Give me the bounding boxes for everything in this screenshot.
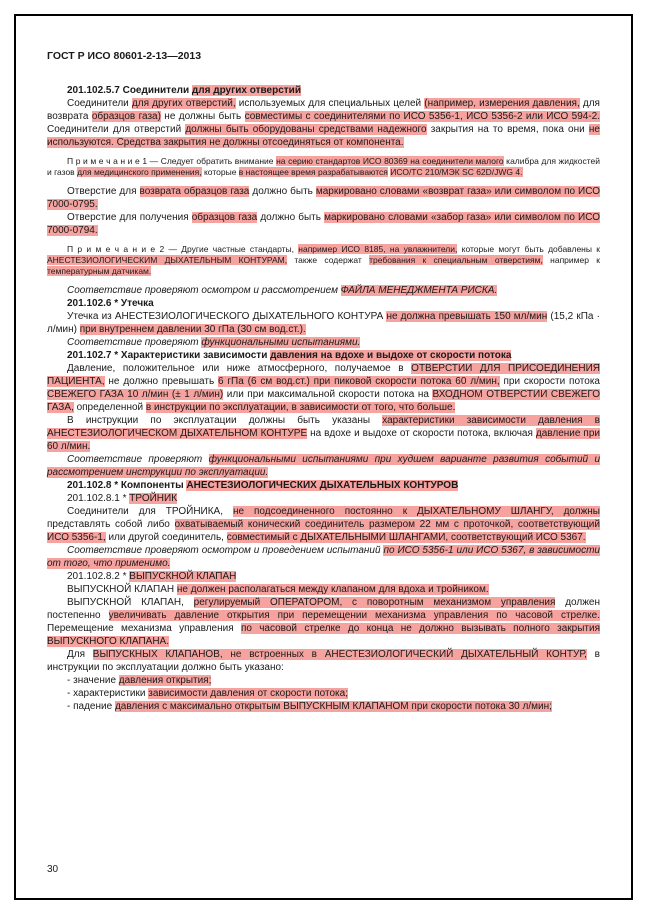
section-heading <box>47 84 600 97</box>
text-segment: 201.102.7 * Характеристики зависимости <box>67 350 271 361</box>
text-segment: которые могут быть добавлены к <box>457 244 601 254</box>
highlighted-text: давление при 60 л/мин. <box>47 428 600 452</box>
highlighted-text: на серию стандартов ИСО 80369 на соединители малого <box>276 156 504 166</box>
text-segment: должно быть <box>257 212 325 223</box>
paragraph <box>47 583 600 596</box>
text-segment: используемых для специальных целей <box>235 98 425 109</box>
text-segment: Отверстие для получения <box>67 212 192 223</box>
text-segment: которые <box>201 167 239 177</box>
text-segment: ВЫПУСКНОЙ КЛАПАН <box>67 584 177 595</box>
highlighted-text: в инструкции по эксплуатации, в зависимости от того, что больше. <box>145 402 456 413</box>
paragraph <box>47 211 600 237</box>
text-segment: (15,2 кПа · л/мин) <box>47 311 600 335</box>
text-segment: в инструкции по эксплуатации должно быть указано: <box>47 649 600 673</box>
highlighted-text: функциональными испытаниями. <box>201 337 361 348</box>
highlighted-text: давления открытия; <box>118 675 212 686</box>
highlighted-text: давления с максимально открытым ВЫПУСКНЫМ КЛАПАНОМ при скорости потока 30 л/мин; <box>114 701 552 712</box>
highlighted-text: СВЕЖЕГО ГАЗА 10 л/мин (± 1 л/мин) <box>47 389 224 400</box>
section-heading <box>47 349 600 362</box>
text-segment: Соответствие проверяют <box>67 337 202 348</box>
text-segment: В инструкции по эксплуатации должны быть указаны <box>67 415 383 426</box>
text-segment: П р и м е ч а н и е 1 — Следует обратить внимание <box>67 156 277 166</box>
text-segment: 201.102.5.7 Соединители <box>67 85 192 96</box>
paragraph <box>47 687 600 700</box>
highlighted-text: для других отверстий, <box>131 98 236 109</box>
paragraph <box>47 544 600 570</box>
highlighted-text: увеличивать давление открытия при перемещении механизма управления по часовой стрелке. <box>108 610 601 621</box>
highlighted-text: образцов газа <box>191 212 258 223</box>
text-segment: Соединители для ТРОЙНИКА, <box>67 506 233 517</box>
highlighted-text: возврата образцов газа <box>139 186 250 197</box>
highlighted-text: для медицинского применения, <box>77 167 202 177</box>
highlighted-text: температурным датчикам. <box>47 266 152 276</box>
section-heading <box>47 297 600 310</box>
highlighted-text: ФАЙЛА МЕНЕДЖМЕНТА РИСКА. <box>340 285 498 296</box>
highlighted-text: маркировано словами «возврат газа» или символом по ИСО 7000-0795. <box>47 186 601 210</box>
text-segment: Соответствие проверяют осмотром и рассмотрением <box>67 285 341 296</box>
text-segment: Перемещение механизма управления <box>47 623 241 634</box>
highlighted-text: в настоящее время разрабатываются <box>238 167 388 177</box>
text-segment: Давление, положительное или ниже атмосферного, получаемое в <box>67 363 412 374</box>
highlighted-text: по часовой стрелке до конца не должно вызывать полного закрытия ВЫПУСКНОГО КЛАПАНА. <box>47 623 601 647</box>
highlighted-text: ТРОЙНИК <box>129 493 178 504</box>
highlighted-text: маркировано словами «забор газа» или символом по ИСО 7000-0794. <box>47 212 600 236</box>
highlighted-text: АНЕСТЕЗИОЛОГИЧЕСКИХ ДЫХАТЕЛЬНЫХ КОНТУРОВ <box>186 480 459 491</box>
text-segment: калибра для жидкостей и газов <box>47 156 600 177</box>
paragraph <box>47 700 600 713</box>
text-segment: также содержат <box>287 255 370 265</box>
text-segment: 201.102.6 * Утечка <box>67 298 154 309</box>
document-header-title: ГОСТ Р ИСО 80601-2-13—2013 <box>47 50 202 62</box>
paragraph <box>47 310 600 336</box>
highlighted-text: требования к специальным отверстиям, <box>369 255 543 265</box>
paragraph <box>47 97 600 149</box>
highlighted-text: не должна превышать 150 мл/мин <box>386 311 548 322</box>
section-heading <box>47 479 600 492</box>
paragraph <box>47 492 600 505</box>
document-body <box>47 84 600 713</box>
highlighted-text: образцов газа) <box>91 111 161 122</box>
text-segment: например к <box>542 255 600 265</box>
text-segment: или при максимальной скорости потока на <box>223 389 433 400</box>
text-segment: при скорости потока <box>499 376 600 387</box>
highlighted-text: совместимый с ДЫХАТЕЛЬНЫМИ ШЛАНГАМИ, соответствующий ИСО 5367. <box>226 532 586 543</box>
paragraph <box>47 505 600 544</box>
paragraph <box>47 156 600 178</box>
text-segment: - падение <box>67 701 115 712</box>
highlighted-text: например ИСО 8185, на увлажнители, <box>298 244 458 254</box>
text-segment: Соединители для отверстий <box>47 124 186 135</box>
highlighted-text: ВЫПУСКНОЙ КЛАПАН <box>129 571 237 582</box>
highlighted-text: 6 гПа (6 см вод.ст.) при пиковой скорости потока 60 л/мин, <box>218 376 500 387</box>
highlighted-text: характеристики зависимости давления в АНЕСТЕЗИОЛОГИЧЕСКОМ ДЫХАТЕЛЬНОМ КОНТУРЕ <box>47 415 600 439</box>
highlighted-text: АНЕСТЕЗИОЛОГИЧЕСКИМ ДЫХАТЕЛЬНЫМ КОНТУРАМ, <box>47 255 288 265</box>
text-segment: Отверстие для <box>67 186 140 197</box>
highlighted-text: ВХОДНОМ ОТВЕРСТИИ СВЕЖЕГО ГАЗА, <box>47 389 601 413</box>
paragraph <box>47 674 600 687</box>
paragraph <box>47 570 600 583</box>
text-segment: на вдохе и выдохе от скорости потока, включая <box>307 428 536 439</box>
text-segment: 201.102.8.2 * <box>67 571 130 582</box>
highlighted-text: по ИСО 5356-1 или ИСО 5367, в зависимости от того, что применимо. <box>47 545 600 569</box>
highlighted-text: ВЫПУСКНЫХ КЛАПАНОВ, не встроенных в АНЕСТЕЗИОЛОГИЧЕСКИЙ ДЫХАТЕЛЬНЫЙ КОНТУР, <box>92 649 587 660</box>
page-content <box>47 50 600 713</box>
highlighted-text: для других отверстий <box>191 85 301 96</box>
paragraph <box>47 362 600 414</box>
paragraph <box>47 648 600 674</box>
text-segment: закрытия на то время, пока они <box>426 124 589 135</box>
paragraph <box>47 185 600 211</box>
text-segment: Соответствие проверяют <box>67 454 209 465</box>
text-segment: 201.102.8.1 * <box>67 493 130 504</box>
highlighted-text: охватываемый конический соединитель размером 22 мм с проточкой, соответствующий ИСО 5356-1, <box>47 519 600 543</box>
highlighted-text: не подсоединенного постоянно к ДЫХАТЕЛЬНОМУ ШЛАНГУ, должны <box>232 506 600 517</box>
paragraph <box>47 596 600 648</box>
highlighted-text: не должен располагаться между клапаном для вдоха и тройником. <box>176 584 489 595</box>
paragraph <box>47 284 600 297</box>
highlighted-text: давления на вдохе и выдохе от скорости потока <box>270 350 512 361</box>
highlighted-text: (например, измерения давления, <box>424 98 580 109</box>
highlighted-text: ОТВЕРСТИИ ДЛЯ ПРИСОЕДИНЕНИЯ ПАЦИЕНТА, <box>47 363 600 387</box>
text-segment: для возврата <box>47 98 600 122</box>
text-segment: - значение <box>67 675 119 686</box>
highlighted-text: должны быть оборудованы средствами надежного <box>185 124 427 135</box>
highlighted-text: совместимы с соединителями по ИСО 5356-1, ИСО 5356-2 или ИСО 594-2. <box>244 111 600 122</box>
text-segment: представлять собой либо <box>47 519 175 530</box>
text-segment: Для <box>67 649 93 660</box>
paragraph <box>47 453 600 479</box>
paragraph <box>47 244 600 277</box>
text-segment: определенной <box>73 402 146 413</box>
text-segment: - характеристики <box>67 688 149 699</box>
highlighted-text: при внутреннем давлении 30 гПа (30 см вод.ст.). <box>79 324 306 335</box>
highlighted-text: функциональными испытаниями при худшем варианте развития событий и рассмотрением инструкции по эксплуатации. <box>47 454 601 478</box>
text-segment: должно быть <box>249 186 316 197</box>
text-segment: Соединители <box>67 98 132 109</box>
text-segment: Утечка из АНЕСТЕЗИОЛОГИЧЕСКОГО ДЫХАТЕЛЬНОГО КОНТУРА <box>67 311 387 322</box>
page-number: 30 <box>47 864 59 875</box>
paragraph <box>47 414 600 453</box>
highlighted-text: регулируемый ОПЕРАТОРОМ, с поворотным механизмом управления <box>193 597 556 608</box>
text-segment: Соответствие проверяют осмотром и проведением испытаний <box>67 545 384 556</box>
highlighted-text: не используются. Средства закрытия не должны отсоединяться от компонента. <box>47 124 600 148</box>
text-segment: ВЫПУСКНОЙ КЛАПАН, <box>67 597 194 608</box>
highlighted-text: ИСО/ТС 210/МЭК SC 62D/JWG 4. <box>390 167 523 177</box>
text-segment: не должно превышать <box>104 376 218 387</box>
text-segment: П р и м е ч а н и е 2 — Другие частные стандарты, <box>67 244 299 254</box>
paragraph <box>47 336 600 349</box>
text-segment: не должны быть <box>160 111 245 122</box>
text-segment: должен постепенно <box>47 597 600 621</box>
text-segment: 201.102.8 * Компоненты <box>67 480 187 491</box>
highlighted-text: зависимости давления от скорости потока; <box>148 688 348 699</box>
text-segment: или другой соединитель, <box>105 532 227 543</box>
